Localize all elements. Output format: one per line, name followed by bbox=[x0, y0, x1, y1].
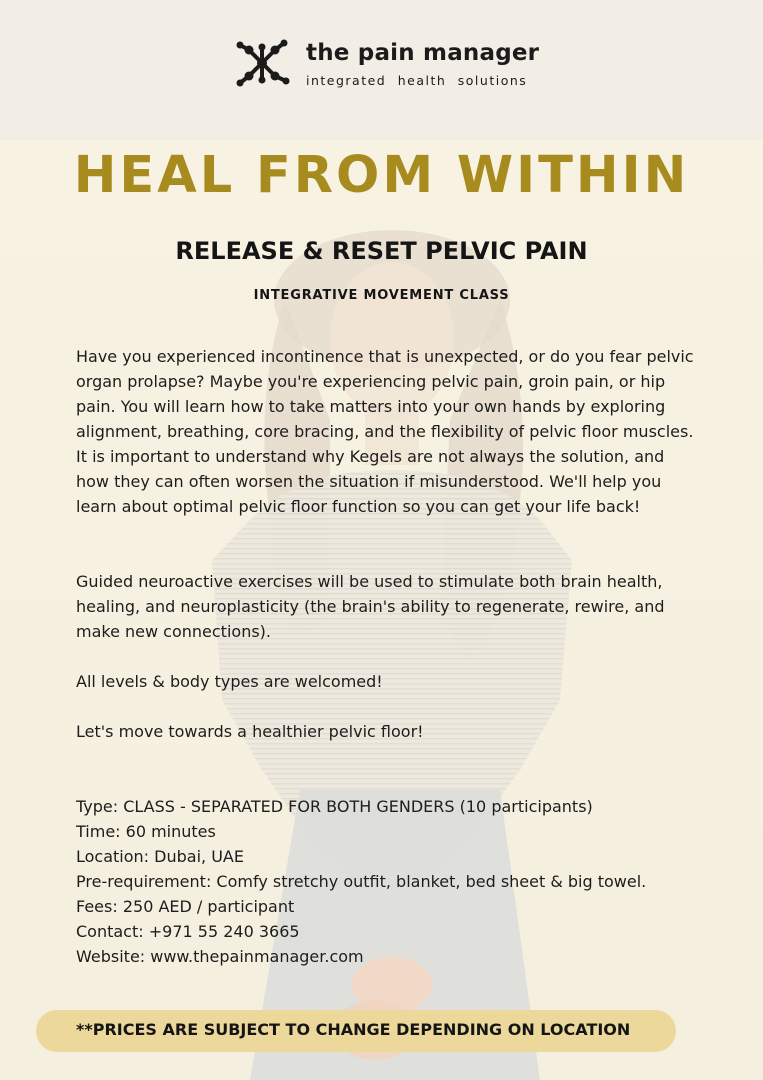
subheadline: RELEASE & RESET PELVIC PAIN bbox=[175, 237, 588, 265]
neuroactive-paragraph: Guided neuroactive exercises will be used to stimulate both brain health, healing, and neuroplasticity (the brain's ability to regenerate, rewire, and make new connections). bbox=[76, 572, 665, 641]
class-details bbox=[76, 794, 716, 969]
detail-location: Location: Dubai, UAE bbox=[76, 847, 244, 866]
detail-type: Type: CLASS - SEPARATED FOR BOTH GENDERS (10 participants) bbox=[76, 797, 593, 816]
header-band bbox=[0, 0, 763, 140]
molecule-network-icon bbox=[232, 33, 292, 93]
headline: HEAL FROM WITHIN bbox=[73, 146, 690, 205]
intro-paragraph: Have you experienced incontinence that is unexpected, or do you fear pelvic organ prolapse? Maybe you're experiencing pelvic pain, groin pain, or hip pain. You will learn how to take matters into your own hands by exploring alignment, breathing, core bracing, and the flexibility of pelvic floor muscles. It is important to understand why Kegels are not always the solution, and how they can often worsen the situation if misunderstood. We'll help you learn about optimal pelvic floor function so you can get your life back! bbox=[76, 347, 694, 516]
cta-line: Let's move towards a healthier pelvic floor! bbox=[76, 722, 424, 741]
detail-time: Time: 60 minutes bbox=[76, 822, 216, 841]
detail-prerequirement: Pre-requirement: Comfy stretchy outfit, blanket, bed sheet & big towel. bbox=[76, 872, 647, 891]
welcome-line: All levels & body types are welcomed! bbox=[76, 672, 383, 691]
class-kicker: INTEGRATIVE MOVEMENT CLASS bbox=[253, 288, 510, 303]
price-notice-text: **PRICES ARE SUBJECT TO CHANGE DEPENDING ON LOCATION bbox=[76, 1020, 631, 1039]
detail-fees: Fees: 250 AED / participant bbox=[76, 897, 295, 916]
detail-website: Website: www.thepainmanager.com bbox=[76, 947, 364, 966]
detail-contact: Contact: +971 55 240 3665 bbox=[76, 922, 300, 941]
brand-tagline: integrated health solutions bbox=[306, 73, 528, 88]
brand-name: the pain manager bbox=[306, 40, 540, 66]
